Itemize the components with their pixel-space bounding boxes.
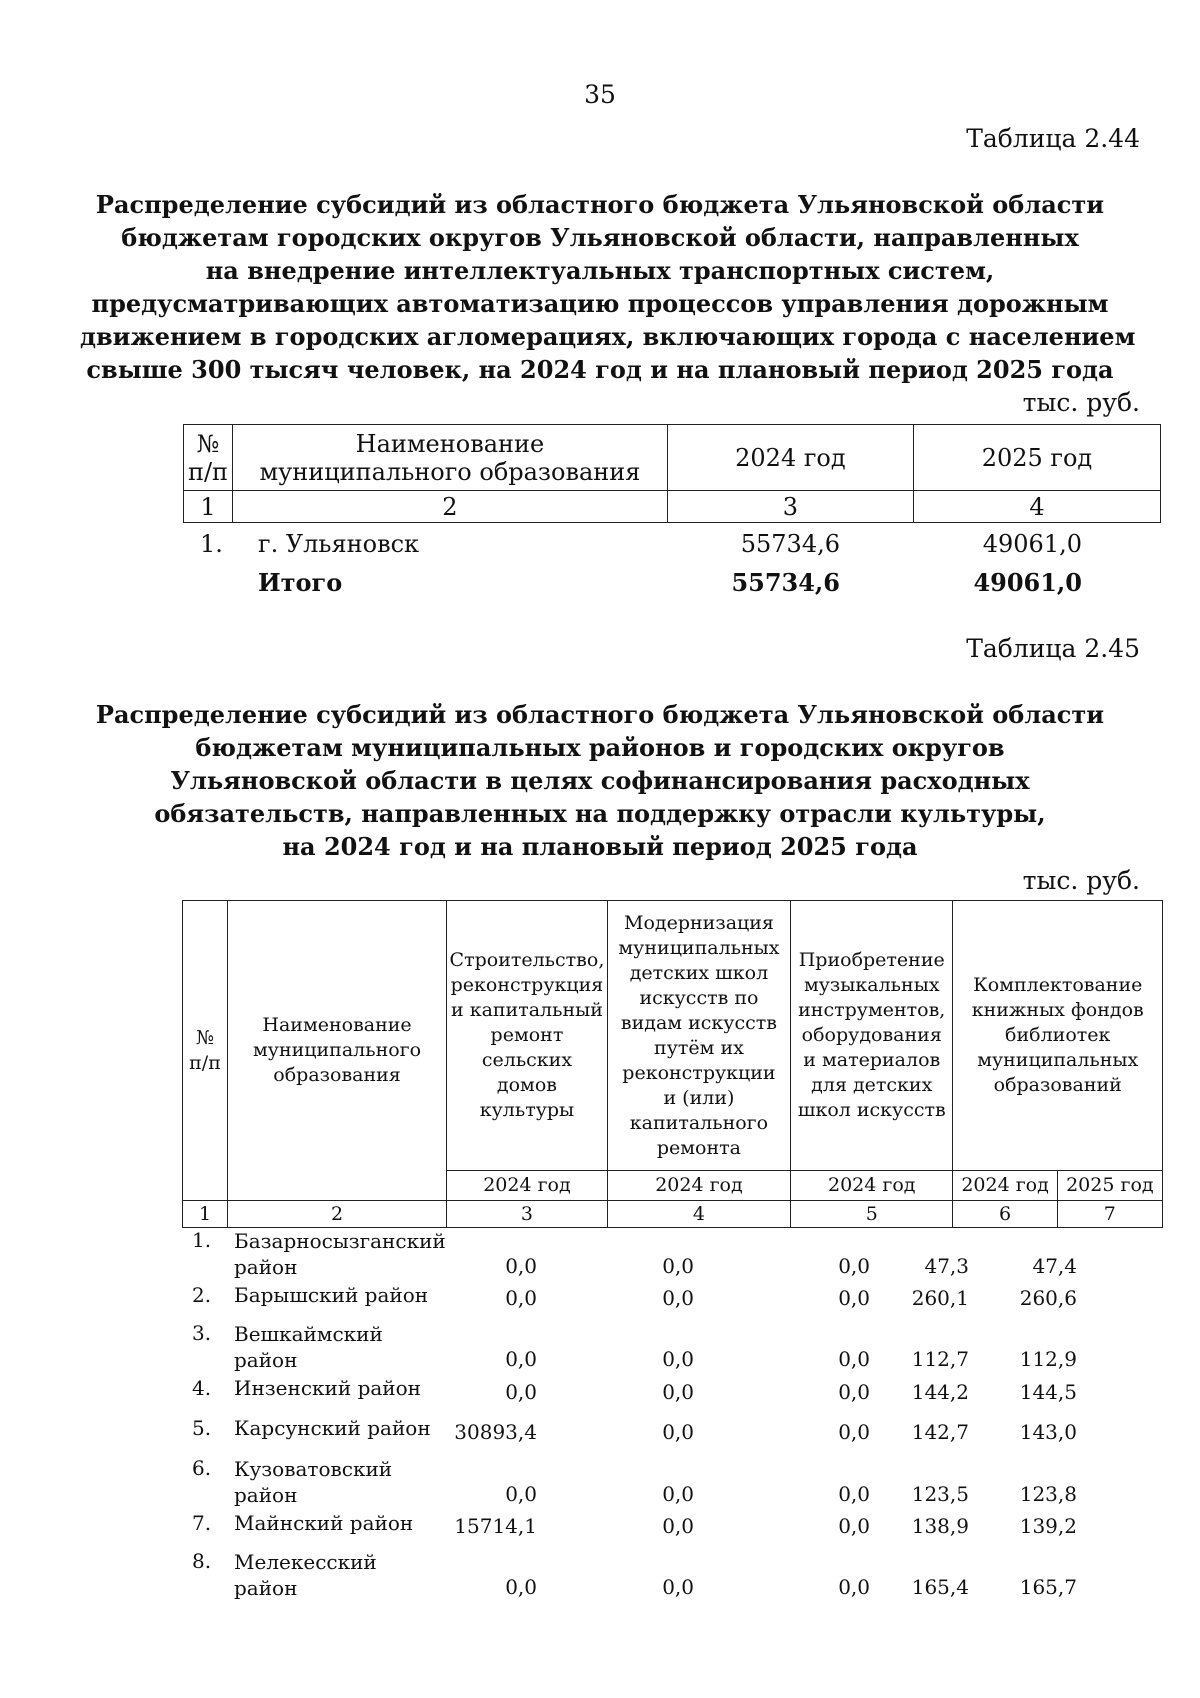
table-row: [182, 1283, 1163, 1321]
row-num: 5.: [192, 1416, 212, 1440]
year-header: 2024 год: [607, 1171, 790, 1201]
row-c5: 0,0: [838, 1482, 870, 1506]
row-c7: 47,4: [1032, 1254, 1077, 1278]
row-name: Инзенский район: [234, 1376, 421, 1400]
row-name: Карсунский район: [234, 1416, 431, 1440]
title-line: бюджетам городских округов Ульяновской области, направленных: [121, 223, 1079, 252]
col-number: 6: [953, 1201, 1057, 1228]
row-num: 4.: [192, 1376, 212, 1400]
row-c4: 0,0: [662, 1575, 694, 1599]
row-c5: 0,0: [838, 1420, 870, 1444]
header-construction: Строительство, реконструкция и капитальный ремонт сельских домов культуры: [447, 901, 608, 1171]
title-line: свыше 300 тысяч человек, на 2024 год и на плановый период 2025 года: [86, 355, 1114, 384]
unit-label: тыс. руб.: [1022, 866, 1140, 895]
row-c7: 139,2: [1019, 1514, 1077, 1538]
header-name: Наименование муниципального образования: [228, 901, 447, 1201]
table-label: Таблица 2.45: [966, 634, 1140, 663]
col-number: 4: [607, 1201, 790, 1228]
subsidy-table-2: [182, 900, 1163, 1228]
col-number: 4: [913, 491, 1160, 523]
total-2024: 55734,6: [731, 568, 840, 597]
row-c6: 260,1: [911, 1286, 969, 1310]
row-c6: 112,7: [911, 1347, 969, 1371]
row-c3: 0,0: [505, 1482, 537, 1506]
row-c6: 138,9: [911, 1514, 969, 1538]
col-number: 5: [791, 1201, 953, 1228]
row-num: 8.: [192, 1549, 212, 1573]
row-name: Барышский район: [234, 1283, 429, 1307]
title-line: Распределение субсидий из областного бюджета Ульяновской области: [95, 700, 1105, 729]
row-c4: 0,0: [662, 1254, 694, 1278]
row-c7: 123,8: [1019, 1482, 1077, 1506]
row-c5: 0,0: [838, 1254, 870, 1278]
row-c4: 0,0: [662, 1347, 694, 1371]
table-row: [182, 1228, 1163, 1283]
row-c7: 112,9: [1019, 1347, 1077, 1371]
row-num: 6.: [192, 1456, 212, 1480]
row-c4: 0,0: [662, 1420, 694, 1444]
table-row: [182, 1549, 1163, 1604]
row-num: 7.: [192, 1511, 212, 1535]
total-2025: 49061,0: [973, 568, 1082, 597]
row-c3: 0,0: [505, 1575, 537, 1599]
row-c7: 144,5: [1019, 1380, 1077, 1404]
row-c4: 0,0: [662, 1482, 694, 1506]
col-number: 2: [228, 1201, 447, 1228]
row-name: Вешкаймский район: [234, 1322, 383, 1372]
title-line: предусматривающих автоматизацию процессов управления дорожным: [91, 289, 1109, 318]
row-c3: 15714,1: [454, 1514, 537, 1538]
table2-body: [182, 1228, 1163, 1604]
row-c6: 165,4: [911, 1575, 969, 1599]
title-line: бюджетам муниципальных районов и городских округов: [195, 733, 1005, 762]
year-header: 2025 год: [1057, 1171, 1162, 1201]
row-c3: 0,0: [505, 1380, 537, 1404]
row-name: Мелекесский район: [234, 1550, 377, 1600]
row-c6: 142,7: [911, 1420, 969, 1444]
table-row: [182, 1416, 1163, 1456]
title-line: на внедрение интеллектуальных транспортных систем,: [205, 256, 995, 285]
row-c4: 0,0: [662, 1286, 694, 1310]
row-c6: 123,5: [911, 1482, 969, 1506]
subsidy-table-1: [183, 424, 1161, 523]
page-number: 35: [584, 80, 616, 109]
row-c7: 143,0: [1019, 1420, 1077, 1444]
col-number: 2: [233, 491, 668, 523]
year-header: 2024 год: [447, 1171, 608, 1201]
table-title: [80, 698, 1120, 863]
row-name: Майнский район: [234, 1511, 414, 1535]
row-c7: 165,7: [1019, 1575, 1077, 1599]
row-2025: 49061,0: [982, 530, 1082, 558]
row-c7: 260,6: [1019, 1286, 1077, 1310]
header-modernization: Модернизация муниципальных детских школ искусств по видам искусств путём их реконструкции и (или) капитального ремонта: [607, 901, 790, 1171]
row-c5: 0,0: [838, 1286, 870, 1310]
title-line: обязательств, направленных на поддержку отрасли культуры,: [154, 799, 1046, 828]
year-header: 2024 год: [953, 1171, 1057, 1201]
row-num: 3.: [192, 1321, 212, 1345]
row-num: 1.: [192, 1228, 212, 1252]
row-name: Кузоватовский район: [234, 1457, 393, 1507]
table-label: Таблица 2.44: [966, 124, 1140, 153]
row-num: 1.: [200, 530, 223, 558]
row-name: Базарносызганский район: [234, 1229, 446, 1279]
col-number: 1: [183, 1201, 228, 1228]
row-c6: 47,3: [924, 1254, 969, 1278]
row-c4: 0,0: [662, 1380, 694, 1404]
header-2024: 2024 год: [667, 425, 913, 491]
title-line: на 2024 год и на плановый период 2025 года: [282, 832, 918, 861]
row-c5: 0,0: [838, 1575, 870, 1599]
col-number: 7: [1057, 1201, 1162, 1228]
title-line: Ульяновской области в целях софинансирования расходных: [170, 766, 1030, 795]
row-c4: 0,0: [662, 1514, 694, 1538]
header-library-funds: Комплектование книжных фондов библиотек муниципальных образований: [953, 901, 1163, 1171]
row-name: г. Ульяновск: [258, 530, 420, 558]
row-c3: 0,0: [505, 1286, 537, 1310]
row-c5: 0,0: [838, 1380, 870, 1404]
row-c3: 0,0: [505, 1347, 537, 1371]
row-c6: 144,2: [911, 1380, 969, 1404]
col-number: 3: [667, 491, 913, 523]
year-header: 2024 год: [791, 1171, 953, 1201]
table-row: [182, 1456, 1163, 1511]
row-c5: 0,0: [838, 1347, 870, 1371]
row-c3: 0,0: [505, 1254, 537, 1278]
col-number: 1: [184, 491, 233, 523]
table-row: [182, 1321, 1163, 1376]
header-2025: 2025 год: [913, 425, 1160, 491]
header-name: Наименование муниципального образования: [233, 425, 668, 491]
row-c3: 30893,4: [454, 1420, 537, 1444]
total-label: Итого: [258, 568, 343, 597]
title-line: движением в городских агломерациях, включающих города с населением: [80, 322, 1136, 351]
header-num: № п/п: [183, 901, 228, 1201]
header-instruments: Приобретение музыкальных инструментов, оборудования и материалов для детских школ искусств: [791, 901, 953, 1171]
table-row: [182, 1511, 1163, 1549]
unit-label: тыс. руб.: [1022, 388, 1140, 417]
table-title: [80, 188, 1136, 386]
row-c5: 0,0: [838, 1514, 870, 1538]
col-number: 3: [447, 1201, 608, 1228]
row-2024: 55734,6: [740, 530, 840, 558]
row-num: 2.: [192, 1283, 212, 1307]
table-row: [182, 1376, 1163, 1416]
title-line: Распределение субсидий из областного бюджета Ульяновской области: [95, 190, 1105, 219]
header-num: № п/п: [184, 425, 233, 491]
